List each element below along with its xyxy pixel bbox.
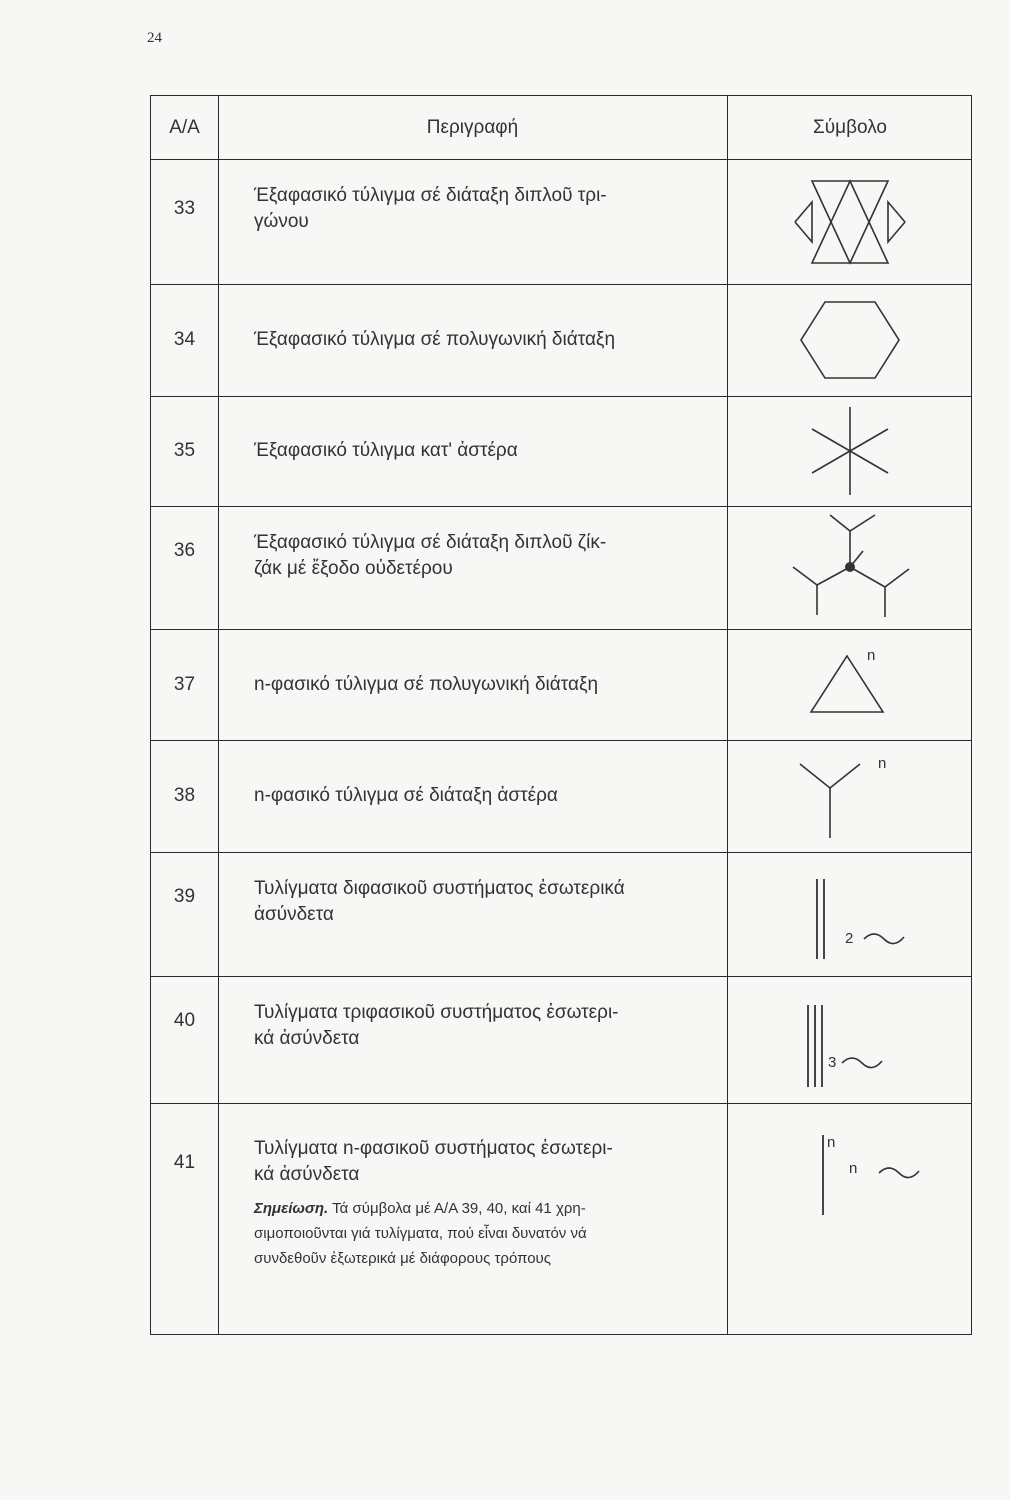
row-index: 40: [173, 1010, 196, 1031]
description-line: n-φασικό τύλιγμα σέ διάταξη ἀστέρα: [254, 785, 558, 806]
row-description: [218, 1136, 727, 1296]
page-number: 24: [147, 30, 162, 46]
n-phase-triangle-icon: [795, 640, 905, 730]
symbol-cell: [727, 740, 973, 852]
note-text: συνδεθοῦν ἐξωτερικά μέ διάφορους τρόπους: [254, 1250, 551, 1267]
double-zigzag-neutral-icon: [775, 509, 925, 627]
description-line: Έξαφασικό τύλιγμα σέ διάταξη διπλοῦ τρι-: [254, 185, 607, 206]
header-index: Α/Α: [169, 116, 200, 138]
symbol-cell: [727, 1103, 973, 1233]
symbol-label: n: [878, 755, 887, 772]
symbol-cell: [727, 284, 973, 396]
note-label: Σημείωση.: [254, 1200, 329, 1217]
row-index: 38: [173, 785, 196, 806]
row-description: [218, 284, 727, 396]
symbol-label: 2: [845, 930, 854, 947]
description-line: Τυλίγματα n-φασικοῦ συστήματος ἐσωτερι-: [254, 1138, 613, 1159]
row-description: [218, 396, 727, 506]
n-phase-star-icon: [790, 746, 910, 846]
row-description: [218, 740, 727, 852]
row-index: 37: [173, 673, 196, 695]
row-index: 33: [173, 198, 196, 219]
n-phase-lines-icon: [727, 1103, 973, 1233]
note: [254, 1196, 705, 1271]
symbol-label: n: [849, 1160, 858, 1177]
note-text: σιμοποιοῦνται γιά τυλίγματα, πού εἶναι δυνατόν νά: [254, 1225, 587, 1242]
double-triangle-winding-icon: [790, 167, 910, 277]
row-index: 34: [173, 329, 196, 350]
three-phase-lines-icon: [790, 985, 910, 1095]
row-description: [218, 159, 727, 259]
description-line: κά ἀσύνδετα: [254, 1164, 360, 1185]
symbol-cell: [727, 396, 973, 506]
row-index: 35: [173, 440, 196, 461]
description-line: κά ἀσύνδετα: [254, 1028, 360, 1049]
description-line: Έξαφασικό τύλιγμα κατ' ἀστέρα: [254, 440, 518, 461]
row-index: 39: [173, 886, 196, 907]
description-line: γώνου: [254, 211, 309, 232]
hexagon-winding-icon: [795, 292, 905, 388]
description-line: Τυλίγματα διφασικοῦ συστήματος ἐσωτερικά: [254, 878, 625, 899]
symbols-table: [150, 95, 972, 1335]
two-phase-lines-icon: [790, 859, 910, 969]
symbol-cell: [727, 852, 973, 976]
six-pointed-star-winding-icon: [800, 403, 900, 499]
symbol-cell: [727, 506, 973, 629]
symbol-cell: [727, 976, 973, 1103]
symbol-cell: [727, 159, 973, 284]
symbol-label: 3: [828, 1053, 837, 1071]
row-description: [218, 629, 727, 740]
symbol-label: n: [867, 646, 876, 664]
description-line: n-φασικό τύλιγμα σέ πολυγωνική διάταξη: [254, 673, 599, 695]
header-symbol: Σύμβολο: [813, 116, 887, 138]
header-description: Περιγραφή: [426, 116, 519, 138]
description-line: Έξαφασικό τύλιγμα σέ πολυγωνική διάταξη: [254, 329, 616, 350]
row-description: [218, 852, 727, 952]
row-description: [218, 506, 727, 606]
row-index: 41: [173, 1152, 196, 1173]
description-line: ἀσύνδετα: [254, 904, 334, 925]
row-description: [218, 976, 727, 1076]
row-index: 36: [173, 540, 196, 561]
note-text: Τά σύμβολα μέ Α/Α 39, 40, καί 41 χρη-: [332, 1200, 586, 1217]
description-line: Τυλίγματα τριφασικοῦ συστήματος ἐσωτερι-: [254, 1002, 619, 1023]
description-line: Έξαφασικό τύλιγμα σέ διάταξη διπλοῦ ζίκ-: [254, 532, 607, 553]
symbol-label: n: [827, 1134, 836, 1151]
symbol-cell: [727, 629, 973, 740]
description-line: ζάκ μέ ἔξοδο οὐδετέρου: [254, 558, 453, 579]
